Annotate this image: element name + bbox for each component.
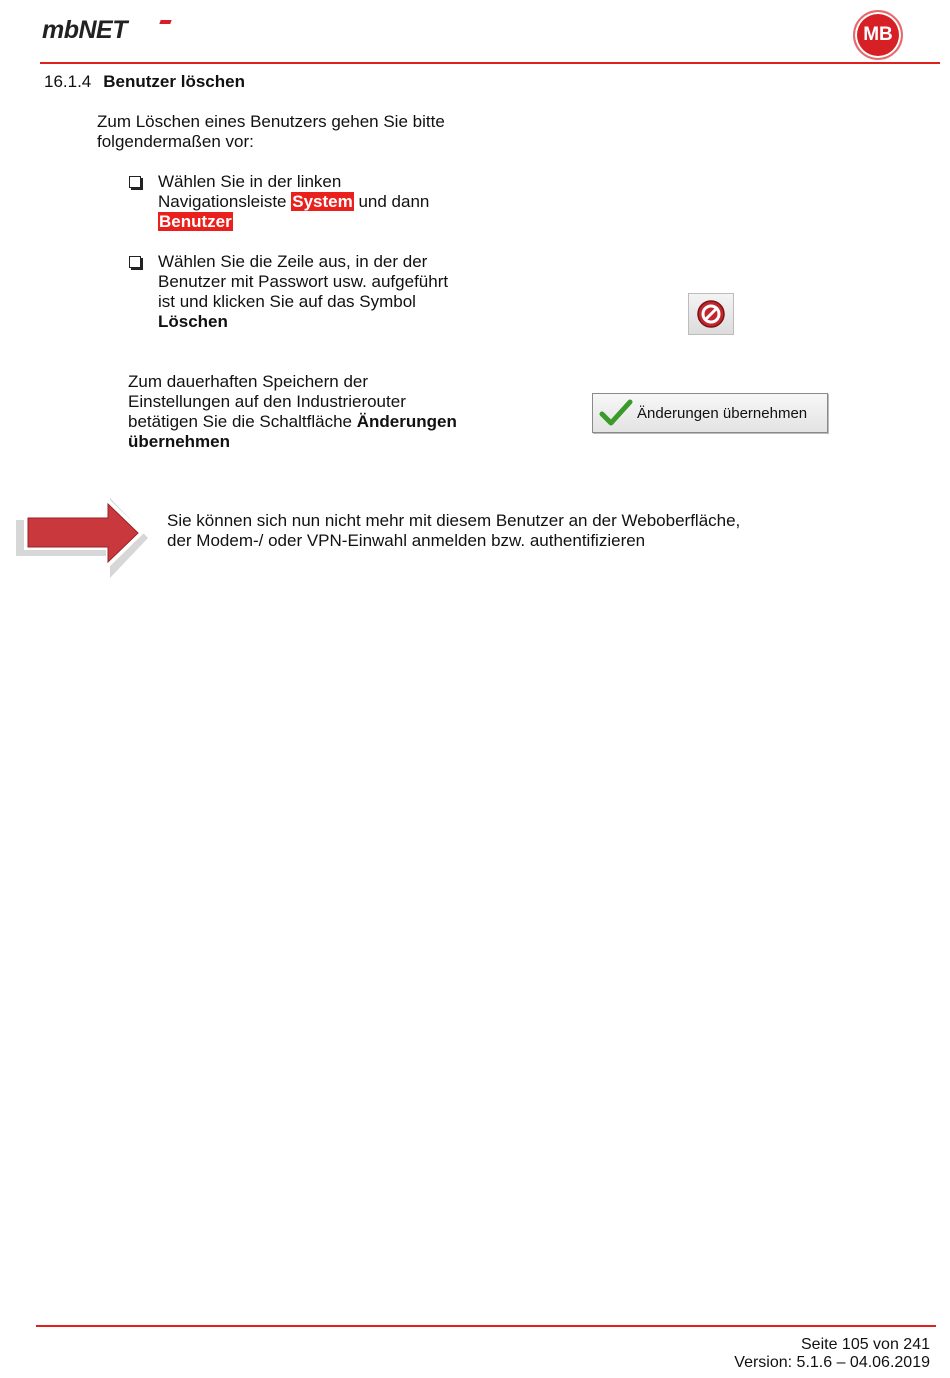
step-line: ist und klicken Sie auf das Symbol	[158, 292, 416, 311]
step-line	[158, 192, 429, 212]
apply-changes-button[interactable]	[592, 393, 828, 433]
save-line: Einstellungen auf den Industrierouter	[128, 392, 406, 411]
step-line: Wählen Sie in der linken	[158, 172, 342, 191]
footer-rule	[36, 1325, 936, 1327]
checkbox-bullet-icon	[129, 256, 141, 268]
intro-line: folgendermaßen vor:	[97, 132, 254, 151]
step-1	[158, 172, 429, 232]
step-2	[158, 252, 448, 332]
header-rule	[40, 62, 940, 64]
apply-changes-label: Änderungen übernehmen	[637, 405, 808, 422]
step-line-bold: Löschen	[158, 312, 228, 331]
save-text-bold: Änderungen	[356, 412, 457, 431]
checkbox-bullet-icon	[129, 176, 141, 188]
intro-paragraph	[97, 112, 445, 152]
step-line: Wählen Sie die Zeile aus, in der der	[158, 252, 428, 271]
checkmark-icon	[599, 398, 633, 428]
save-paragraph	[128, 372, 457, 452]
arrow-right-icon	[10, 492, 150, 587]
section-heading	[44, 72, 245, 92]
save-line	[128, 412, 457, 432]
note-line: der Modem-/ oder VPN-Einwahl anmelden bzw. authentifizieren	[167, 531, 646, 550]
save-line: Zum dauerhaften Speichern der	[128, 372, 369, 391]
section-title: Benutzer löschen	[103, 72, 245, 91]
save-line-bold: übernehmen	[128, 432, 231, 451]
step-text: Navigationsleiste	[158, 192, 287, 211]
logo-accent-mark	[159, 20, 171, 24]
highlight-benutzer: Benutzer	[159, 212, 232, 231]
step-text: und dann	[358, 192, 430, 211]
delete-icon[interactable]	[688, 293, 734, 335]
save-text: betätigen Sie die Schaltfläche	[128, 412, 352, 431]
page-number: Seite 105 von 241	[801, 1336, 930, 1353]
note-line: Sie können sich nun nicht mehr mit diesem Benutzer an der Weboberfläche,	[167, 511, 741, 530]
highlight-system: System	[292, 192, 353, 211]
note-text	[167, 511, 740, 551]
section-number: 16.1.4	[44, 72, 92, 91]
mbnet-logo: mbNET	[42, 16, 127, 44]
version-info: Version: 5.1.6 – 04.06.2019	[734, 1354, 930, 1371]
mb-brand-badge: MB	[853, 10, 903, 60]
intro-line: Zum Löschen eines Benutzers gehen Sie bitte	[97, 112, 445, 131]
step-line: Benutzer mit Passwort usw. aufgeführt	[158, 272, 449, 291]
